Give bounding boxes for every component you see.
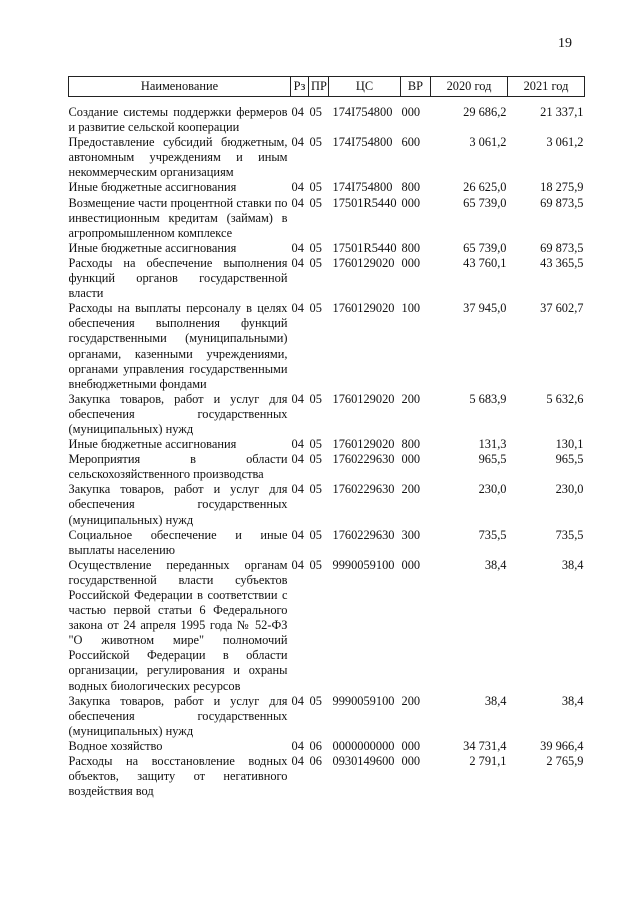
row-pr: 05 — [309, 452, 322, 467]
row-amount-2021: 39 966,4 — [540, 738, 584, 753]
row-name: Иные бюджетные ассигнования — [68, 240, 237, 255]
row-cs: 1760229630 — [332, 452, 395, 467]
row-rz: 04 — [291, 482, 304, 497]
row-vr: 200 — [401, 693, 421, 708]
row-name: Возмещение части процентной ставки по инвестиционным кредитам (займам) в агропромышленном комплексе — [68, 195, 288, 240]
row-cs: 1760129020 — [332, 301, 395, 316]
row-cs: 1760129020 — [332, 255, 395, 270]
table-row — [69, 739, 585, 754]
row-vr: 200 — [401, 482, 421, 497]
row-rz: 04 — [291, 105, 304, 119]
row-amount-2021: 5 632,6 — [546, 391, 584, 406]
row-vr: 100 — [401, 301, 421, 316]
row-amount-2021: 38,4 — [561, 693, 584, 708]
row-rz: 04 — [291, 693, 304, 708]
row-name: Создание системы поддержки фермеров и развитие сельской кооперации — [68, 105, 288, 135]
table-body — [69, 105, 585, 799]
row-name: Социальное обеспечение и иные выплаты населению — [68, 527, 288, 557]
row-vr: 000 — [401, 738, 421, 753]
row-amount-2020: 29 686,2 — [463, 105, 507, 119]
row-vr: 600 — [401, 135, 421, 150]
row-vr: 300 — [401, 527, 421, 542]
row-cs: 17501R5440 — [332, 195, 397, 210]
row-vr: 800 — [401, 180, 421, 195]
row-pr: 05 — [309, 195, 322, 210]
row-pr: 06 — [309, 754, 322, 769]
row-name: Закупка товаров, работ и услуг для обеспечения государственных (муниципальных) нужд — [68, 482, 288, 527]
row-amount-2021: 38,4 — [561, 557, 584, 572]
row-amount-2020: 34 731,4 — [463, 738, 507, 753]
row-name: Расходы на восстановление водных объектов, защиту от негативного воздействия вод — [68, 754, 288, 799]
row-amount-2020: 965,5 — [478, 452, 507, 467]
row-pr: 05 — [309, 693, 322, 708]
row-cs: 9990059100 — [332, 693, 395, 708]
row-pr: 05 — [309, 391, 322, 406]
table-row — [69, 256, 585, 301]
row-rz: 04 — [291, 301, 304, 316]
table-row — [69, 694, 585, 739]
row-name: Иные бюджетные ассигнования — [68, 437, 237, 452]
row-cs: 1760229630 — [332, 482, 395, 497]
row-amount-2020: 65 739,0 — [463, 240, 507, 255]
row-cs: 174I754800 — [332, 180, 393, 195]
table-row — [69, 754, 585, 799]
table-row — [69, 196, 585, 241]
row-amount-2020: 37 945,0 — [463, 301, 507, 316]
row-amount-2020: 38,4 — [484, 557, 507, 572]
row-amount-2021: 3 061,2 — [546, 135, 584, 150]
header-cs: ЦС — [329, 77, 401, 97]
row-rz: 04 — [291, 135, 304, 150]
row-name: Осуществление переданных органам государственной власти субъектов Российской Федерации в соответствии с частью первой статьи 6 Федерального закона от 24 апреля 1995 года № 52-ФЗ "О животном мире" полномочий Российской Федерации в области организации, регулирования и охраны водных биологических ресурсов — [68, 557, 288, 693]
table-row — [69, 135, 585, 180]
row-vr: 000 — [401, 255, 421, 270]
row-vr: 800 — [401, 437, 421, 452]
row-pr: 05 — [309, 135, 322, 150]
row-vr: 000 — [401, 754, 421, 769]
header-vr: ВР — [401, 77, 431, 97]
row-amount-2021: 69 873,5 — [540, 240, 584, 255]
row-amount-2021: 37 602,7 — [540, 301, 584, 316]
row-amount-2020: 2 791,1 — [469, 754, 507, 769]
row-name: Водное хозяйство — [68, 738, 163, 753]
row-pr: 05 — [309, 527, 322, 542]
table-row — [69, 105, 585, 135]
table-row — [69, 301, 585, 392]
budget-table — [68, 76, 585, 799]
row-vr: 000 — [401, 452, 421, 467]
row-amount-2021: 21 337,1 — [540, 105, 584, 119]
row-amount-2020: 735,5 — [478, 527, 507, 542]
row-amount-2020: 43 760,1 — [463, 255, 507, 270]
row-amount-2021: 69 873,5 — [540, 195, 584, 210]
row-rz: 04 — [291, 754, 304, 769]
row-vr: 000 — [401, 195, 421, 210]
row-amount-2021: 735,5 — [555, 527, 584, 542]
row-pr: 05 — [309, 557, 322, 572]
row-rz: 04 — [291, 452, 304, 467]
row-rz: 04 — [291, 180, 304, 195]
row-amount-2021: 18 275,9 — [540, 180, 584, 195]
table-row — [69, 528, 585, 558]
row-amount-2021: 130,1 — [555, 437, 584, 452]
row-amount-2020: 3 061,2 — [469, 135, 507, 150]
row-cs: 174I754800 — [332, 105, 393, 119]
row-pr: 06 — [309, 738, 322, 753]
row-pr: 05 — [309, 437, 322, 452]
row-rz: 04 — [291, 738, 304, 753]
row-name: Иные бюджетные ассигнования — [68, 180, 237, 195]
row-rz: 04 — [291, 195, 304, 210]
row-name: Расходы на обеспечение выполнения функций органов государственной власти — [68, 255, 288, 301]
header-2021: 2021 год — [508, 77, 585, 97]
row-cs: 9990059100 — [332, 557, 395, 572]
header-rz: Рз — [291, 77, 309, 97]
table-row — [69, 241, 585, 256]
table-header — [69, 77, 585, 106]
row-rz: 04 — [291, 391, 304, 406]
row-pr: 05 — [309, 105, 322, 119]
row-name: Расходы на выплаты персоналу в целях обеспечения выполнения функций государственными (муниципальными) органами, казенными учреждениями, органами управления государственными внебюджетными фондами — [68, 301, 288, 391]
header-pr: ПР — [309, 77, 329, 97]
row-amount-2020: 131,3 — [478, 437, 507, 452]
row-pr: 05 — [309, 301, 322, 316]
row-rz: 04 — [291, 255, 304, 270]
row-cs: 174I754800 — [332, 135, 393, 150]
row-vr: 200 — [401, 391, 421, 406]
row-name: Предоставление субсидий бюджетным, автономным учреждениям и иным некоммерческим организациям — [68, 135, 288, 180]
row-vr: 800 — [401, 240, 421, 255]
table-row — [69, 437, 585, 452]
header-2020: 2020 год — [431, 77, 508, 97]
header-name: Наименование — [69, 77, 291, 97]
row-amount-2020: 65 739,0 — [463, 195, 507, 210]
row-amount-2020: 230,0 — [478, 482, 507, 497]
row-rz: 04 — [291, 437, 304, 452]
row-pr: 05 — [309, 255, 322, 270]
row-rz: 04 — [291, 557, 304, 572]
row-vr: 000 — [401, 105, 421, 119]
row-amount-2021: 230,0 — [555, 482, 584, 497]
table-row — [69, 482, 585, 527]
row-cs: 0930149600 — [332, 754, 395, 769]
row-pr: 05 — [309, 240, 322, 255]
row-cs: 1760229630 — [332, 527, 395, 542]
row-pr: 05 — [309, 482, 322, 497]
row-amount-2021: 965,5 — [555, 452, 584, 467]
row-amount-2021: 43 365,5 — [540, 255, 584, 270]
table-row — [69, 558, 585, 694]
table-row — [69, 392, 585, 437]
row-amount-2020: 5 683,9 — [469, 391, 507, 406]
page-number: 19 — [558, 36, 572, 51]
table-row — [69, 452, 585, 482]
table-row — [69, 180, 585, 195]
row-name: Мероприятия в области сельскохозяйственного производства — [68, 452, 288, 482]
row-cs: 1760129020 — [332, 437, 395, 452]
row-amount-2020: 38,4 — [484, 693, 507, 708]
row-rz: 04 — [291, 240, 304, 255]
row-amount-2020: 26 625,0 — [463, 180, 507, 195]
row-cs: 17501R5440 — [332, 240, 397, 255]
row-vr: 000 — [401, 557, 421, 572]
row-cs: 0000000000 — [332, 738, 395, 753]
row-pr: 05 — [309, 180, 322, 195]
row-name: Закупка товаров, работ и услуг для обеспечения государственных (муниципальных) нужд — [68, 693, 288, 738]
row-rz: 04 — [291, 527, 304, 542]
row-name: Закупка товаров, работ и услуг для обеспечения государственных (муниципальных) нужд — [68, 391, 288, 436]
row-cs: 1760129020 — [332, 391, 395, 406]
row-amount-2021: 2 765,9 — [546, 754, 584, 769]
